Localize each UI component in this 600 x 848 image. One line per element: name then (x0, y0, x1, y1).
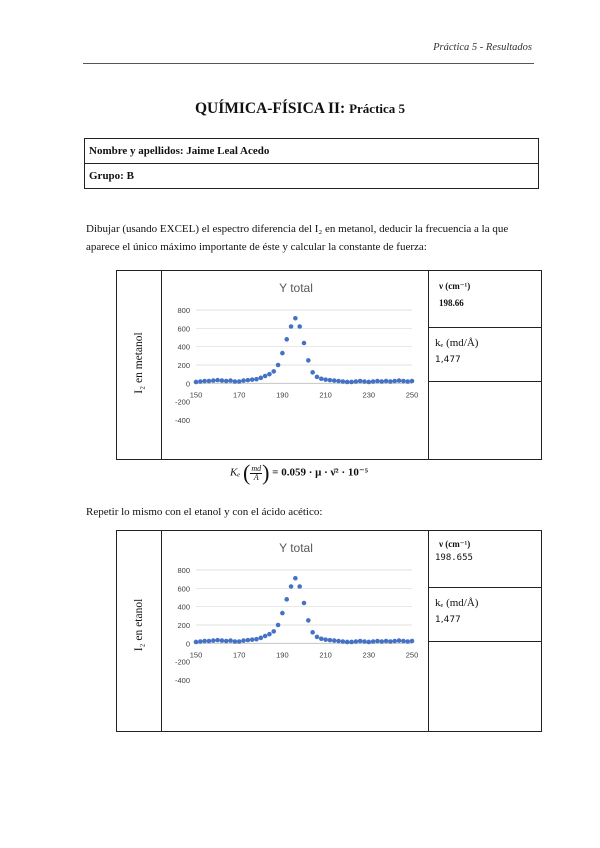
data-point (263, 374, 268, 379)
box-divider-left-2 (161, 531, 162, 731)
formula-rhs: = 0.059 · μ · ν̄² · 10⁻⁵ (272, 466, 368, 479)
name-row: Nombre y apellidos: Jaime Leal Acedo (85, 139, 539, 164)
data-point (250, 377, 255, 382)
data-point (259, 636, 264, 641)
data-point (328, 378, 333, 383)
y-tick-label: 200 (177, 361, 190, 370)
data-point (271, 369, 276, 374)
box-divider-row2-2 (428, 641, 541, 642)
data-point (323, 377, 328, 382)
x-tick-label: 150 (189, 390, 203, 400)
box-divider-row1 (428, 327, 541, 328)
data-point (241, 378, 246, 383)
data-point (254, 637, 259, 642)
data-point (211, 378, 216, 383)
x-tick-label: 230 (362, 390, 376, 400)
data-point (362, 639, 367, 644)
data-point (276, 623, 281, 628)
title-sub: Práctica 5 (349, 101, 406, 116)
data-point (280, 611, 285, 616)
data-point (233, 379, 238, 384)
data-point (310, 630, 315, 635)
data-point (388, 639, 393, 644)
methanol-side-label: I₂ en metanol (133, 332, 145, 394)
data-point (202, 379, 207, 384)
chart-title: Y total (279, 541, 313, 555)
data-point (315, 375, 320, 380)
formula-frac-den: Å (253, 472, 259, 482)
data-point (237, 379, 242, 384)
y-tick-label: -400 (174, 676, 190, 685)
data-point (276, 363, 281, 368)
methanol-freq-label: ν (cm⁻¹) (439, 281, 471, 291)
data-point (397, 638, 402, 643)
data-point (323, 637, 328, 642)
data-point (263, 634, 268, 639)
ethanol-chart (164, 534, 428, 690)
methanol-k-value: 1,477 (435, 355, 461, 365)
x-tick-label: 150 (189, 650, 203, 660)
data-point (401, 379, 406, 384)
title-main: QUÍMICA-FÍSICA II: (194, 100, 346, 117)
box-divider-right (428, 271, 429, 459)
data-point (306, 358, 311, 363)
data-point (379, 639, 384, 644)
data-point (293, 316, 298, 321)
force-constant-formula: Kₑ ( $\frac{md}{Å}$ ) = 0.059 · μ · ν̄² · 10⁻⁵ (230, 460, 368, 485)
data-point (354, 639, 359, 644)
methanol-k-label: kₑ (md/Å) (435, 337, 479, 349)
data-point (284, 337, 289, 342)
y-tick-label: 400 (177, 602, 190, 612)
data-point (384, 639, 389, 644)
data-point (349, 640, 354, 645)
data-point (328, 638, 333, 643)
data-point (220, 638, 225, 643)
data-point (233, 639, 238, 644)
data-point (310, 370, 315, 375)
data-point (384, 379, 389, 384)
document-title (0, 100, 600, 118)
chart-title: Y total (279, 281, 313, 295)
x-tick-label: 170 (232, 650, 246, 660)
y-tick-label: 600 (177, 324, 190, 334)
ethanol-k-label: kₑ (md/Å) (435, 597, 479, 609)
y-tick-label: -200 (174, 397, 190, 407)
data-point (241, 638, 246, 643)
data-point (228, 378, 233, 383)
data-point (228, 638, 233, 643)
y-tick-label: 0 (185, 379, 190, 389)
data-point (367, 380, 372, 385)
x-tick-label: 250 (405, 650, 419, 660)
formula-lhs: Kₑ (230, 466, 241, 479)
data-point (319, 636, 324, 641)
y-tick-label: -400 (174, 416, 190, 425)
data-point (254, 377, 259, 382)
y-tick-label: 400 (177, 342, 190, 352)
data-point (211, 638, 216, 643)
data-point (319, 376, 324, 381)
y-tick-label: 600 (177, 584, 190, 594)
data-point (336, 639, 341, 644)
x-tick-label: 170 (232, 390, 246, 400)
data-point (345, 380, 350, 385)
data-point (297, 324, 302, 329)
data-point (207, 639, 212, 644)
data-point (289, 324, 294, 329)
data-point (194, 380, 199, 385)
ethanol-side-label: I₂ en etanol (133, 598, 145, 652)
section2-paragraph: Repetir lo mismo con el etanol y con el ácido acético: (86, 506, 323, 518)
data-point (250, 637, 255, 642)
data-point (354, 379, 359, 384)
x-tick-label: 210 (319, 390, 332, 400)
data-point (401, 639, 406, 644)
data-point (349, 380, 354, 385)
data-point (293, 576, 298, 581)
data-point (246, 638, 251, 643)
data-point (379, 379, 384, 384)
x-tick-label: 190 (276, 650, 289, 660)
data-point (332, 378, 337, 383)
x-tick-label: 210 (319, 650, 332, 660)
data-point (371, 379, 376, 384)
data-point (332, 638, 337, 643)
data-point (280, 351, 285, 356)
data-point (375, 379, 380, 384)
box-divider-left (161, 271, 162, 459)
data-point (341, 639, 346, 644)
ethanol-freq-label: ν (cm⁻¹) (439, 539, 471, 549)
x-tick-label: 250 (405, 390, 419, 400)
data-point (259, 376, 264, 381)
data-point (392, 379, 397, 384)
data-point (246, 378, 251, 383)
data-point (302, 341, 307, 346)
data-point (405, 639, 410, 644)
data-point (375, 639, 380, 644)
box-divider-row1-2 (428, 587, 541, 588)
data-point (198, 379, 203, 384)
y-tick-label: 800 (177, 306, 190, 315)
data-point (194, 640, 199, 645)
group-row: Grupo: B (85, 164, 539, 189)
y-tick-label: 200 (177, 621, 190, 630)
data-point (341, 379, 346, 384)
data-point (362, 379, 367, 384)
student-info-table (84, 138, 539, 189)
data-point (397, 378, 402, 383)
x-tick-label: 190 (276, 390, 289, 400)
data-point (224, 379, 229, 384)
data-point (289, 584, 294, 589)
data-point (315, 635, 320, 640)
data-point (371, 639, 376, 644)
data-point (202, 639, 207, 644)
data-point (358, 639, 363, 644)
data-point (336, 379, 341, 384)
methanol-chart (164, 274, 428, 430)
methanol-freq-value: 198.66 (439, 298, 464, 308)
data-point (215, 638, 220, 643)
data-point (410, 639, 415, 644)
data-point (224, 639, 229, 644)
running-header: Práctica 5 - Resultados (433, 42, 532, 53)
data-point (271, 629, 276, 634)
data-point (410, 379, 415, 384)
section1-paragraph: Dibujar (usando EXCEL) el espectro diferencia del I₂ en metanol, deducir la frecuencia a la que aparece el único máximo importante de éste y calcular la constante de fuerza: (86, 223, 509, 253)
data-point (220, 378, 225, 383)
y-tick-label: 800 (177, 566, 190, 575)
y-tick-label: 0 (185, 639, 190, 649)
data-point (284, 597, 289, 602)
y-tick-label: -200 (174, 657, 190, 667)
data-point (405, 379, 410, 384)
data-point (267, 632, 272, 637)
data-point (267, 372, 272, 377)
ethanol-freq-value: 198.655 (435, 553, 473, 563)
box-divider-row2 (428, 381, 541, 382)
data-point (358, 379, 363, 384)
data-point (215, 378, 220, 383)
header-rule (83, 63, 534, 64)
data-point (367, 640, 372, 645)
data-point (345, 640, 350, 645)
data-point (207, 379, 212, 384)
box-divider-right-2 (428, 531, 429, 731)
data-point (392, 639, 397, 644)
data-point (306, 618, 311, 623)
data-point (388, 379, 393, 384)
data-point (302, 601, 307, 606)
x-tick-label: 230 (362, 650, 376, 660)
formula-frac-num: md (251, 463, 262, 473)
data-point (297, 584, 302, 589)
ethanol-k-value: 1,477 (435, 615, 461, 625)
data-point (237, 639, 242, 644)
data-point (198, 639, 203, 644)
